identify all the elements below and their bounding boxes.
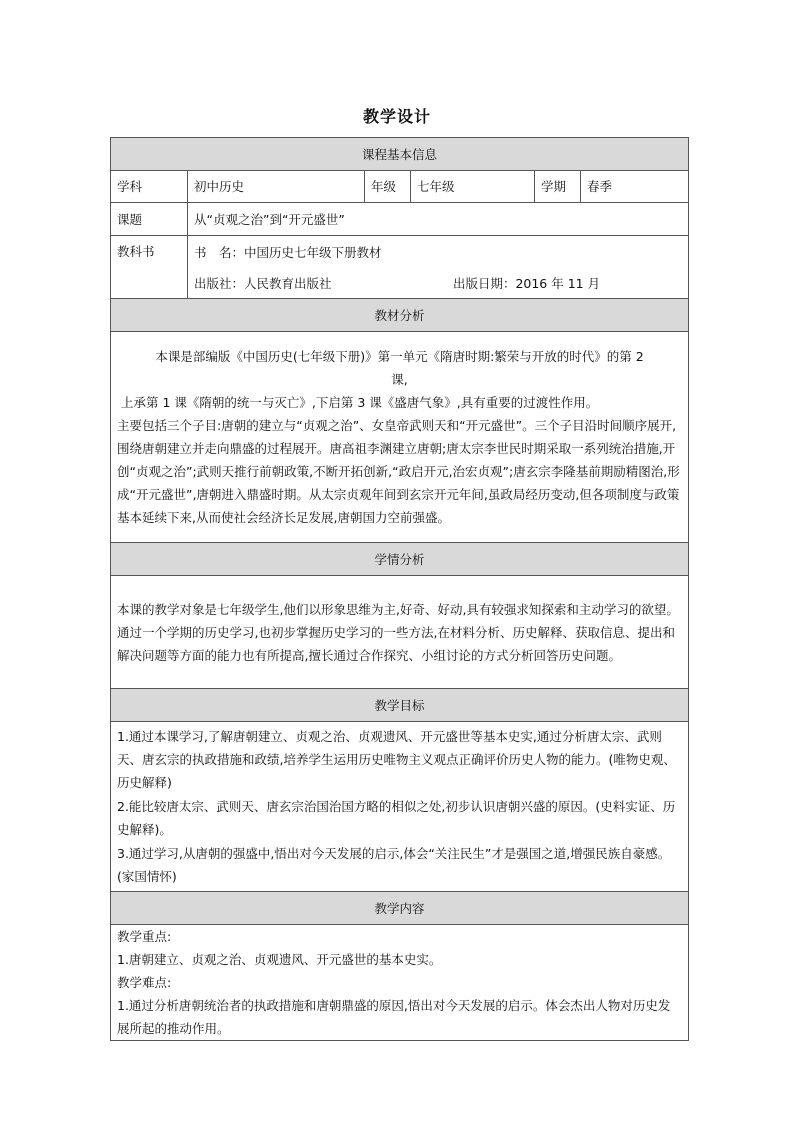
publish-date: 出版日期：2016 年 11 月 bbox=[452, 275, 601, 291]
objectives-header: 教学目标 bbox=[111, 689, 689, 722]
basic-info-header: 课程基本信息 bbox=[111, 138, 689, 171]
difficulty-label: 教学难点: bbox=[117, 975, 172, 990]
material-analysis-header: 教材分析 bbox=[111, 299, 689, 332]
material-body: 主要包括三个子目:唐朝的建立与“贞观之治”、女皇帝武则天和“开元盛世”。三个子目沿时间顺序展开,围绕唐朝建立并走向鼎盛的过程展开。唐高祖李渊建立唐朝;唐太宗李世民时期采取一系列统治措施,开创“贞观之治”;武则天推行前朝政策,不断开拓创新,“政启开元,治宏贞观”;唐玄宗李隆基前期励精图治,形成“开元盛世”,唐朝进入鼎盛时期。从太宗贞观年间到玄宗开元年间,虽政局经历变动,但各项制度与政策基本延续下来,从而使社会经济长足发展,唐朝国力空前强盛。 bbox=[117, 418, 680, 525]
material-line-1: 本课是部编版《中国历史(七年级下册)》第一单元《隋唐时期:繁荣与开放的时代》的第 2 bbox=[155, 349, 644, 364]
material-analysis-content bbox=[111, 332, 689, 543]
key-point-item: 1.唐朝建立、贞观之治、贞观遗风、开元盛世的基本史实。 bbox=[117, 952, 442, 967]
publisher: 出版社：人民教育出版社 bbox=[194, 275, 332, 291]
grade-value: 七年级 bbox=[411, 171, 535, 203]
material-line-3: 上承第 1 课《隋朝的统一与灭亡》,下启第 3 课《盛唐气象》,具有重要的过渡性作用。 bbox=[121, 395, 599, 410]
topic-label: 课题 bbox=[111, 203, 188, 236]
term-value: 春季 bbox=[581, 171, 689, 203]
grade-label: 年级 bbox=[365, 171, 411, 203]
topic-value: 从“贞观之治”到“开元盛世” bbox=[188, 203, 689, 236]
content-header: 教学内容 bbox=[111, 892, 689, 925]
objective-item-3: 3.通过学习,从唐朝的强盛中,悟出对今天发展的启示,体会“关注民生”才是强国之道,增强民族自豪感。(家国情怀) bbox=[117, 846, 671, 884]
objective-item-2: 2.能比较唐太宗、武则天、唐玄宗治国治国方略的相似之处,初步认识唐朝兴盛的原因。(史料实证、历史解释)。 bbox=[117, 799, 676, 837]
subject-value: 初中历史 bbox=[188, 171, 365, 203]
student-analysis-header: 学情分析 bbox=[111, 543, 689, 576]
term-label: 学期 bbox=[535, 171, 581, 203]
page-title: 教学设计 bbox=[362, 107, 431, 126]
objectives-content bbox=[111, 722, 689, 892]
textbook-label: 教科书 bbox=[111, 236, 188, 299]
subject-label: 学科 bbox=[111, 171, 188, 203]
difficulty-item: 1.通过分析唐朝统治者的执政措施和唐朝鼎盛的原因,悟出对今天发展的启示。体会杰出人物对历史发展所起的推动作用。 bbox=[117, 998, 671, 1036]
key-points-label: 教学重点: bbox=[117, 929, 172, 944]
lesson-design-table bbox=[110, 137, 689, 1041]
material-line-2: 课, bbox=[391, 372, 408, 387]
textbook-name: 书 名：中国历史七年级下册教材 bbox=[188, 236, 689, 269]
content-body bbox=[111, 925, 689, 1041]
objective-item-1: 1.通过本课学习,了解唐朝建立、贞观之治、贞观遗风、开元盛世等基本史实,通过分析唐太宗、武则天、唐玄宗的执政措施和政绩,培养学生运用历史唯物主义观点正确评价历史人物的能力。(唯物史观、历史解释) bbox=[117, 729, 676, 790]
textbook-publish-info bbox=[188, 269, 689, 299]
student-analysis-content: 本课的教学对象是七年级学生,他们以形象思维为主,好奇、好动,具有较强求知探索和主动学习的欲望。通过一个学期的历史学习,也初步掌握历史学习的一些方法,在材料分析、历史解释、获取信息、提出和解决问题等方面的能力也有所提高,擅长通过合作探究、小组讨论的方式分析回答历史问题。 bbox=[111, 576, 689, 689]
